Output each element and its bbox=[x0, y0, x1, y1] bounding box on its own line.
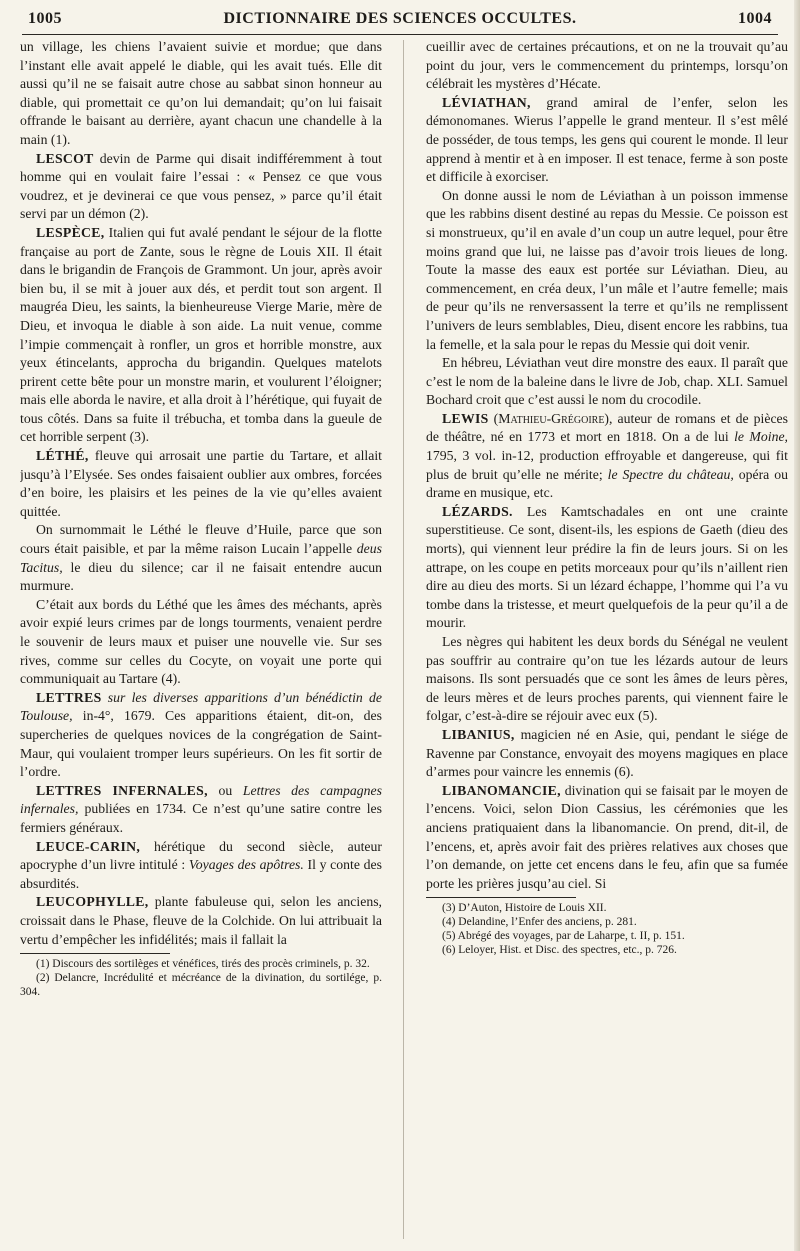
headword: LETTRES bbox=[36, 689, 102, 705]
headword: LESPÈCE, bbox=[36, 224, 105, 240]
paragraph: Les nègres qui habitent les deux bords du Sénégal ne veulent pas souffrir au contraire qu’on tue les lézards autour de leurs maisons. Ils sont persuadés que ce sont les âmes de leurs pères, de leurs mères et de leurs proches parents, qui viennent faire le folgar, c’est-à-dire se réjouir avec eux (5). bbox=[426, 634, 788, 724]
headword: LESCOT bbox=[36, 150, 94, 166]
right-column bbox=[426, 38, 788, 1241]
entry-lethe: LÉTHÉ, fleuve qui arrosait une partie du Tartare, et allait jusqu’à l’Elysée. Ses ondes faisaient oublier aux ombres, forcées d’en boire, les plaisirs et les peines de la vie qu’elles avaient quittée. bbox=[20, 448, 382, 519]
entry-leuce-carin: LEUCE-CARIN, hérétique du second siècle, auteur apocryphe d’un livre intitulé : Voyages des apôtres. Il y conte des absurdités. bbox=[20, 838, 382, 891]
headword: LEUCOPHYLLE, bbox=[36, 894, 149, 910]
page-number-right: 1004 bbox=[738, 10, 772, 27]
entry-lespece: LESPÈCE, Italien qui fut avalé pendant le séjour de la flotte française au port de Zante, sous le règne de Louis XII. Il était dans le brigandin de François de Grammont. Un jour, après avoir bien bu, il se mit à jouer aux dés, et perdit tout son argent. Il maugréa Dieu, les saints, la bienheureuse Vierge Marie, mère de Dieu, et invoqua le diable à son aide. La nuit venue, comme l’impie commençait à ronfler, un gros et horrible monstre, aux yeux étincelants, approcha du brigandin. Quelques matelots prirent cette bête pour un monstre marin, et voulurent l’éloigner; mais elle aborda le navire, et alla droit à l’hérétique, qui fuyait de tous côtés. Dans sa fuite il trébucha, et tomba dans la gueule de cet horrible serpent (3). bbox=[20, 224, 382, 445]
entry-lezards: LÉZARDS. Les Kamtschadales en ont une crainte superstitieuse. Ce sont, disent-ils, les espions de Gaeth (dieu des morts), qui viennent leur prédire la fin de leurs jours. Si on les attrape, on les coupe en petits morceaux pour qu’ils n’aillent rien dire au dieu des morts. Si un lézard échappe, l’homme qui l’a vu tombe dans la tristesse, et meurt quelquefois de la peur qu’il a de mourir. bbox=[426, 503, 788, 631]
footnote: (4) Delandine, l’Enfer des anciens, p. 281. bbox=[442, 916, 637, 929]
entry-libanius: LIBANIUS, magicien né en Asie, qui, pendant le siége de Ravenne par Constance, envoyait des moyens magiques en place d’armes pour vaincre les ennemis (6). bbox=[426, 726, 788, 780]
footnote: (3) D’Auton, Histoire de Louis XII. bbox=[442, 902, 607, 915]
paragraph: On surnommait le Léthé le fleuve d’Huile, parce que son cours était paisible, et par la même raison Lucain l’appelle deus Tacitus, le dieu du silence; car il ne faisait entendre aucun murmure. bbox=[20, 522, 382, 594]
column-divider bbox=[403, 40, 404, 1239]
headword: LÉZARDS. bbox=[442, 503, 513, 519]
page-number-left: 1005 bbox=[28, 10, 62, 27]
entry-continuation: cueillir avec de certaines précautions, et on ne la trouvait qu’au point du jour, vers le commencement du printemps, lorsqu’on célébrait les mystères d’Hécate. bbox=[426, 39, 788, 92]
running-header bbox=[22, 8, 778, 35]
headword: LEUCE-CARIN, bbox=[36, 838, 141, 854]
footnote: (1) Discours des sortilèges et vénéfices, tirés des procès criminels, p. 32. bbox=[36, 958, 370, 971]
paragraph: C’était aux bords du Léthé que les âmes des méchants, après avoir expié leurs crimes par de longs tourments, venaient perdre le souvenir de leurs maux et puiser une nouvelle vie. Sur ses rives, comme sur celles du Cocyte, on voyait une porte qui communiquait au Tartare (4). bbox=[20, 596, 382, 687]
headword: LÉTHÉ, bbox=[36, 448, 89, 464]
footnotes-left bbox=[20, 957, 382, 999]
entry-libanomancie: LIBANOMANCIE, divination qui se faisait par le moyen de l’encens. Voici, selon Dion Cassius, les cérémonies que les anciens pratiquaient dans la libanomancie. On prend, dit-il, de l’encens, et, après avoir fait des prières relatives aux choses que l’on demande, on jette cet encens dans le feu, afin que sa fumée porte les prières jusqu’au ciel. Si bbox=[426, 782, 788, 891]
headword: LIBANIUS, bbox=[442, 726, 515, 742]
entry-lettres-infernales: LETTRES INFERNALES, ou Lettres des campagnes infernales, publiées en 1734. Ce n’est qu’une satire contre les fermiers généraux. bbox=[20, 782, 382, 835]
entry-lewis: LEWIS (Mathieu-Grégoire), auteur de romans et de pièces de théâtre, né en 1773 et mort en 1818. On a de lui le Moine, 1795, 3 vol. in-12, production effroyable et dangereuse, qui fit plus de bruit qu’elle ne mérite; le Spectre du château, opéra ou drame en musique, etc. bbox=[426, 410, 788, 501]
left-column bbox=[20, 38, 382, 1241]
entry-continuation: un village, les chiens l’avaient suivie et mordue; que dans l’instant elle avait appelé le diable, qui les avait tués. Elle dit aussi qu’il ne se faisait autre chose au sabbat sinon honneur au diable, qui promettait ce qu’on lui demandait; qu’on lui faisait offrande le baisant au derrière, ayant chacun une chandelle à la main (1). bbox=[20, 39, 382, 147]
paragraph: En hébreu, Léviathan veut dire monstre des eaux. Il paraît que c’est le nom de la baleine dans le livre de Job, chap. XLI. Samuel Bochard croit que c’est aussi le nom du crocodile. bbox=[426, 355, 788, 408]
running-title: DICTIONNAIRE DES SCIENCES OCCULTES. bbox=[223, 10, 577, 27]
entry-lettres: LETTRES sur les diverses apparitions d’un bénédictin de Toulouse, in-4°, 1679. Ces apparitions étaient, dit-on, des supercheries de quelques novices de la congrégation de Saint-Maur, qui voulaient tromper leurs supérieurs. On les fit sortir de l’ordre. bbox=[20, 689, 382, 780]
page-edge bbox=[794, 0, 800, 1251]
headword: LIBANOMANCIE, bbox=[442, 782, 561, 798]
footnotes-right bbox=[426, 901, 788, 957]
footnote: (5) Abrégé des voyages, par de Laharpe, t. II, p. 151. bbox=[442, 930, 685, 943]
headword: LEWIS bbox=[442, 410, 489, 426]
headword: LÉVIATHAN, bbox=[442, 94, 531, 110]
entry-lescot: LESCOT devin de Parme qui disait indifféremment à tout homme qui en voulait faire l’essai : « Pensez ce que vous voudrez, et je devinerai ce que vous pensez, » parce qu’il était servi par un démon (2). bbox=[20, 150, 382, 222]
paragraph: On donne aussi le nom de Léviathan à un poisson immense que les rabbins disent destiné au repas du Messie. Ce poisson est si monstrueux, qu’il en avale d’un coup un autre lequel, pour être moins grand que lui, ne laisse pas d’avoir trois lieues de long. Toute la masse des eaux est portée sur Léviathan. Dieu, au commencement, en créa deux, l’un mâle et l’autre femelle; mais de peur qu’ils ne renversassent la terre et qu’ils ne remplissent l’univers de leurs semblables, Dieu, disent encore les rabbins, tua la femelle, et la sala pour le repas du Messie qui doit venir. bbox=[426, 187, 788, 352]
headword: LETTRES INFERNALES, bbox=[36, 782, 208, 798]
entry-leucophylle: LEUCOPHYLLE, plante fabuleuse qui, selon les anciens, croissait dans le Phase, fleuve de la Colchide. On lui attribuait la vertu d’empêcher les infidélités; mais il fallait la bbox=[20, 894, 382, 947]
entry-leviathan: LÉVIATHAN, grand amiral de l’enfer, selon les démonomanes. Wierus l’appelle le grand menteur. Il s’est mêlé de posséder, de tous temps, les gens qui courent le monde. Il leur apprend à mentir et à en imposer. Il est tenace, ferme à son poste et difficile à exorciser. bbox=[426, 94, 788, 185]
footnote: (6) Leloyer, Hist. et Disc. des spectres, etc., p. 726. bbox=[442, 944, 677, 957]
footnote: (2) Delancre, Incrédulité et mécréance de la divination, du sortilége, p. 304. bbox=[20, 972, 382, 999]
